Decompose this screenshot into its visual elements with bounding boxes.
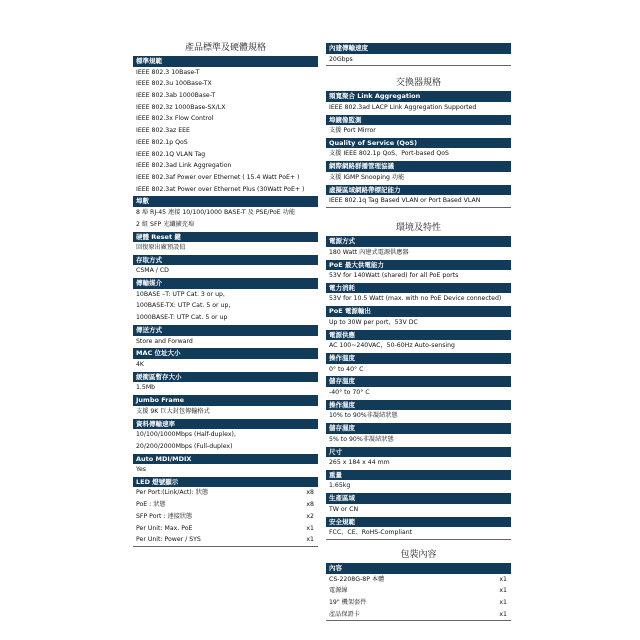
spec-label: Per Unit: Max. PoE xyxy=(136,524,193,532)
spec-row: 1.5Mb xyxy=(136,384,156,392)
spec-row: AC 100~240VAC，50-60Hz Auto-sensing xyxy=(329,342,455,350)
section-header: LED 燈號顯示 xyxy=(133,477,318,488)
section-header: 傳送方式 xyxy=(133,325,318,336)
spec-row: IEEE 802.3ad Link Aggregation xyxy=(136,162,232,170)
spec-label: SFP Port : 連接狀態 xyxy=(136,512,193,520)
spec-row: IEEE 802.3az EEE xyxy=(136,127,190,135)
spec-row: 8 埠 RJ-45 連接 10/100/1000 BASE-T 及 PSE/PoE 功能 xyxy=(136,208,296,216)
section-header: 埠數 xyxy=(133,196,318,207)
spec-row: 53V for 140Watt (shared) for all PoE ports xyxy=(329,272,459,280)
section-header: PoE 電源輸出 xyxy=(326,306,511,317)
section-header: 生產區域 xyxy=(326,493,511,504)
section-header: Jumbo Frame xyxy=(133,395,318,406)
switch-spec-column xyxy=(326,76,511,208)
spec-row: 4K xyxy=(136,360,144,368)
spec-row: IEEE 802.1Q VLAN Tag xyxy=(136,150,206,158)
spec-row: 20/200/2000Mbps (Full-duplex) xyxy=(136,442,233,450)
spec-row: 10BASE –T: UTP Cat. 3 or up， xyxy=(136,290,230,298)
section-header: 內容 xyxy=(326,563,511,574)
spec-quantity: x1 xyxy=(306,524,314,532)
section-header: 虛擬區域網路帶標記能力 xyxy=(326,185,511,196)
spec-row: IEEE 802.3af Power over Ethernet ( 15.4 Watt PoE+ ) xyxy=(136,173,300,181)
section-header: 內建傳輸速度 xyxy=(326,43,511,54)
spec-row xyxy=(326,609,511,622)
spec-label: 19" 機架套件 xyxy=(329,599,367,607)
spec-quantity: x1 xyxy=(306,536,314,544)
section-header: 操作濕度 xyxy=(326,400,511,411)
spec-row: IEEE 802.3ab 1000Base-T xyxy=(136,92,216,100)
section-title: 交換器規格 xyxy=(395,78,441,88)
section-header: 電力消耗 xyxy=(326,283,511,294)
section-header: 頻寬聚合 Link Aggregation xyxy=(326,91,511,102)
spec-row: 1000BASE-T: UTP Cat. 5 or up xyxy=(136,314,228,322)
section-header: 操作溫度 xyxy=(326,353,511,364)
spec-row: IEEE 802.3at Power over Ethernet Plus (30Watt PoE+ ) xyxy=(136,185,305,193)
spec-row: 支援 9K 巨大封包傳輸格式 xyxy=(136,407,210,415)
section-title: 包裝內容 xyxy=(400,550,437,560)
spec-label: 電源線 xyxy=(329,587,348,595)
spec-row: 10/100/1000Mbps (Half-duplex)， xyxy=(136,431,241,438)
section-header: 網際網路群播管理協議 xyxy=(326,161,511,172)
spec-row: IEEE 802.3z 1000Base-SX/LX xyxy=(136,103,226,111)
section-header: 儲存濕度 xyxy=(326,423,511,434)
spec-row: 20Gbps xyxy=(326,54,511,67)
spec-row: 5% to 90%非凝結狀態 xyxy=(329,435,394,443)
spec-row: Up to 30W per port，53V DC xyxy=(329,318,418,326)
spec-row: 1.65kg xyxy=(329,482,351,490)
spec-row: IEEE 802.3 10Base-T xyxy=(136,68,200,76)
spec-label: Per Unit: Power / SYS xyxy=(136,536,201,544)
spec-quantity: x1 xyxy=(499,575,507,583)
section-header: PoE 最大供電能力 xyxy=(326,260,511,271)
spec-quantity: x1 xyxy=(499,599,507,607)
spec-row: -40° to 70° C xyxy=(329,388,370,396)
section-header: 標準規範 xyxy=(133,56,318,67)
spec-row: 2 組 SFP 光纖擴充埠 xyxy=(136,220,195,228)
spec-row: 支援 IEEE 802.1p QoS、Port-based QoS xyxy=(329,150,449,158)
section-header: 埠鏡像監測 xyxy=(326,115,511,126)
spec-row xyxy=(326,597,511,609)
package-contents-column xyxy=(326,548,511,621)
section-header: 硬體 Reset 鍵 xyxy=(133,232,318,243)
spec-row xyxy=(133,523,318,535)
spec-row xyxy=(326,574,511,586)
section-header: 儲存溫度 xyxy=(326,376,511,387)
section-title: 環境及特性 xyxy=(395,223,441,233)
spec-quantity: x1 xyxy=(499,610,507,618)
section-header: 安全規範 xyxy=(326,517,511,528)
section-header: Quality of Service (QoS) xyxy=(326,138,511,149)
internal-speed-section xyxy=(326,42,511,66)
spec-row: 180 Watt 內建式電源供應器 xyxy=(329,248,409,256)
spec-quantity: x8 xyxy=(306,489,314,497)
spec-label: PoE : 狀態 xyxy=(136,501,166,509)
section-header: 傳輸媒介 xyxy=(133,278,318,289)
spec-row: 支援 Port Mirror xyxy=(329,127,376,135)
section-header: 重量 xyxy=(326,470,511,481)
spec-row xyxy=(133,487,318,499)
spec-row: IEEE 802.3ad LACP Link Aggregation Supported xyxy=(329,103,477,111)
spec-label: CS-2208G-8P 本體 xyxy=(329,575,385,583)
spec-row: Yes xyxy=(136,466,146,474)
spec-row: 100BASE-TX: UTP Cat. 5 or up， xyxy=(136,302,235,310)
spec-row xyxy=(326,585,511,597)
section-header: 資料傳輸速率 xyxy=(133,419,318,430)
spec-row: 265 x 184 x 44 mm xyxy=(329,459,390,467)
section-header: 電源方式 xyxy=(326,236,511,247)
spec-row: 0° to 40° C xyxy=(329,365,364,373)
section-title: 產品標準及硬體規格 xyxy=(184,43,266,53)
section-header: MAC 位址大小 xyxy=(133,348,318,359)
section-header: 尺寸 xyxy=(326,447,511,458)
spec-quantity: x1 xyxy=(499,587,507,595)
spec-label: 產品保證卡 xyxy=(329,610,360,618)
spec-row: 回復原出廠預設值 xyxy=(136,244,186,251)
section-header: 電源供應 xyxy=(326,330,511,341)
spec-row: IEEE 802.3u 100Base-TX xyxy=(136,80,212,88)
spec-row: TW or CN xyxy=(329,505,359,513)
section-header: Auto MDI/MDIX xyxy=(133,454,318,465)
spec-row: CSMA / CD xyxy=(136,267,169,275)
spec-row: 53V for 10.5 Watt (max. with no PoE Device connected) xyxy=(329,295,502,303)
spec-row: IEEE 802.1q Tag Based VLAN or Port Based VLAN xyxy=(326,195,511,208)
section-header: 存取方式 xyxy=(133,255,318,266)
spec-row: Store and Forward xyxy=(136,337,193,345)
spec-row: 10% to 90%非凝結狀態 xyxy=(329,412,398,420)
spec-row: FCC、CE、RoHS-Compliant xyxy=(326,527,511,540)
spec-row: IEEE 802.3x Flow Control xyxy=(136,115,214,123)
spec-quantity: x8 xyxy=(306,501,314,509)
spec-row xyxy=(133,499,318,511)
section-header: 緩衝區暫存大小 xyxy=(133,372,318,383)
spec-row: 支援 IGMP Snooping 功能 xyxy=(329,173,405,181)
environment-spec-column xyxy=(326,221,511,540)
spec-row xyxy=(133,534,318,547)
spec-row xyxy=(133,511,318,523)
spec-row: IEEE 802.1p QoS xyxy=(136,138,188,146)
hardware-spec-column xyxy=(133,41,318,547)
spec-quantity: x2 xyxy=(306,512,314,520)
spec-label: Per Port:(Link/Act): 狀態 xyxy=(136,489,209,497)
